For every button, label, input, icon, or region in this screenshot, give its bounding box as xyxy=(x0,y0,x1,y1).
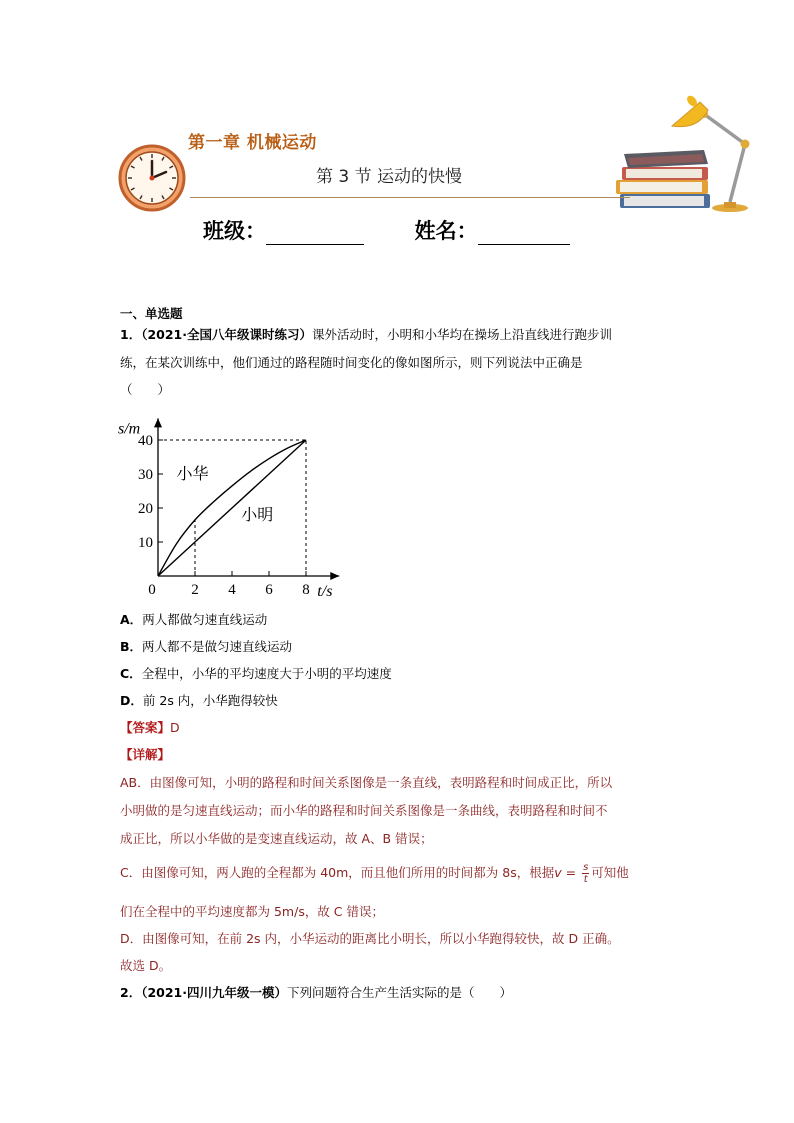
formula-fraction xyxy=(582,862,589,885)
series-label-1: 小明 xyxy=(241,504,274,524)
option-a-letter: A． xyxy=(120,612,143,627)
x-tick-label-6: 6 xyxy=(265,582,273,598)
detail-c-text2: 可知他 xyxy=(591,865,629,880)
name-field[interactable] xyxy=(478,224,570,245)
detail-c-line2: 们在全程中的平均速度都为 5m/s，故 C 错误； xyxy=(120,904,385,919)
class-name-row xyxy=(203,215,570,245)
option-d-letter: D． xyxy=(120,693,143,708)
section-title: 第 3 节 运动的快慢 xyxy=(316,167,463,187)
header-divider xyxy=(190,197,630,198)
series-label-0: 小华 xyxy=(176,464,209,484)
series-line-1 xyxy=(158,440,306,576)
name-label: 姓名： xyxy=(414,219,478,243)
q1-stem-line2: 练，在某次训练中，他们通过的路程随时间变化的像如图所示，则下列说法中正确是 xyxy=(120,355,583,370)
y-tick-label-40: 40 xyxy=(138,433,153,449)
detail-ab-line3: 成正比，所以小华做的是变速直线运动，故 A、B 错误； xyxy=(120,831,433,846)
books-lamp-icon xyxy=(612,92,762,218)
detail-c-line1 xyxy=(120,860,629,886)
q1-paren: （ ） xyxy=(120,382,171,397)
detail-conclusion: 故选 D。 xyxy=(120,958,172,973)
q2-stem xyxy=(120,980,512,1006)
detail-ab-line1: AB．由图像可知，小明的路程和时间关系图像是一条直线，表明路程和时间成正比，所以 xyxy=(120,775,613,790)
chapter-title: 第一章 机械运动 xyxy=(188,133,317,153)
x-tick-label-0: 0 xyxy=(148,582,156,598)
detail-ab-line2: 小明做的是匀速直线运动；而小华的路程和时间关系图像是一条曲线，表明路程和时间不 xyxy=(120,803,608,818)
q1-number: 1． xyxy=(120,327,142,342)
q1-source: （2021·全国八年级课时练习） xyxy=(141,327,312,342)
section-heading: 一、单选题 xyxy=(120,306,183,321)
formula-denominator: t xyxy=(583,874,588,885)
q2-number: 2． xyxy=(120,985,142,1000)
x-tick-label-8: 8 xyxy=(302,582,310,598)
formula-numerator: s xyxy=(583,862,589,873)
x-tick-label-4: 4 xyxy=(228,582,236,598)
q2-source: （2021·四川九年级一模） xyxy=(141,985,287,1000)
q1-stem-text1: 课外活动时，小明和小华均在操场上沿直线进行跑步训 xyxy=(312,327,613,342)
detail-c-text1: C．由图像可知，两人跑的全程都为 40m，而且他们所用的时间都为 8s，根据 xyxy=(120,865,555,880)
y-tick-label-20: 20 xyxy=(138,501,153,517)
x-axis-label: t/s xyxy=(317,583,333,600)
q1-stem-line1 xyxy=(120,322,612,348)
option-a[interactable] xyxy=(120,607,267,633)
option-c-text: 全程中，小华的平均速度大于小明的平均速度 xyxy=(141,666,392,681)
y-tick-label-30: 30 xyxy=(138,467,153,483)
x-axis-arrow xyxy=(330,572,339,580)
clock-icon xyxy=(117,143,187,213)
y-axis-arrow xyxy=(154,418,162,427)
answer-row xyxy=(120,715,180,741)
option-b-text: 两人都不是做匀速直线运动 xyxy=(142,639,293,654)
detail-d-line1: D．由图像可知，在前 2s 内，小华运动的距离比小明长，所以小华跑得较快，故 D 正确。 xyxy=(120,931,620,946)
formula-eq: = xyxy=(561,865,581,880)
distance-time-chart xyxy=(110,396,370,608)
option-d[interactable] xyxy=(120,688,278,714)
q2-text: 下列问题符合生产生活实际的是（ ） xyxy=(287,985,513,1000)
option-b[interactable] xyxy=(120,634,292,660)
option-d-text: 前 2s 内，小华跑得较快 xyxy=(142,693,278,708)
class-field[interactable] xyxy=(266,224,364,245)
formula-v: v xyxy=(554,865,562,880)
option-c-letter: C． xyxy=(120,666,142,681)
class-label: 班级： xyxy=(203,219,266,243)
option-c[interactable] xyxy=(120,661,392,687)
answer-value: D xyxy=(170,720,180,735)
x-tick-label-2: 2 xyxy=(191,582,199,598)
option-b-letter: B． xyxy=(120,639,143,654)
y-tick-label-10: 10 xyxy=(138,535,153,551)
detail-label: 【详解】 xyxy=(120,747,171,762)
y-axis-label: s/m xyxy=(118,420,141,438)
answer-label: 【答案】 xyxy=(120,720,171,735)
option-a-text: 两人都做匀速直线运动 xyxy=(142,612,268,627)
